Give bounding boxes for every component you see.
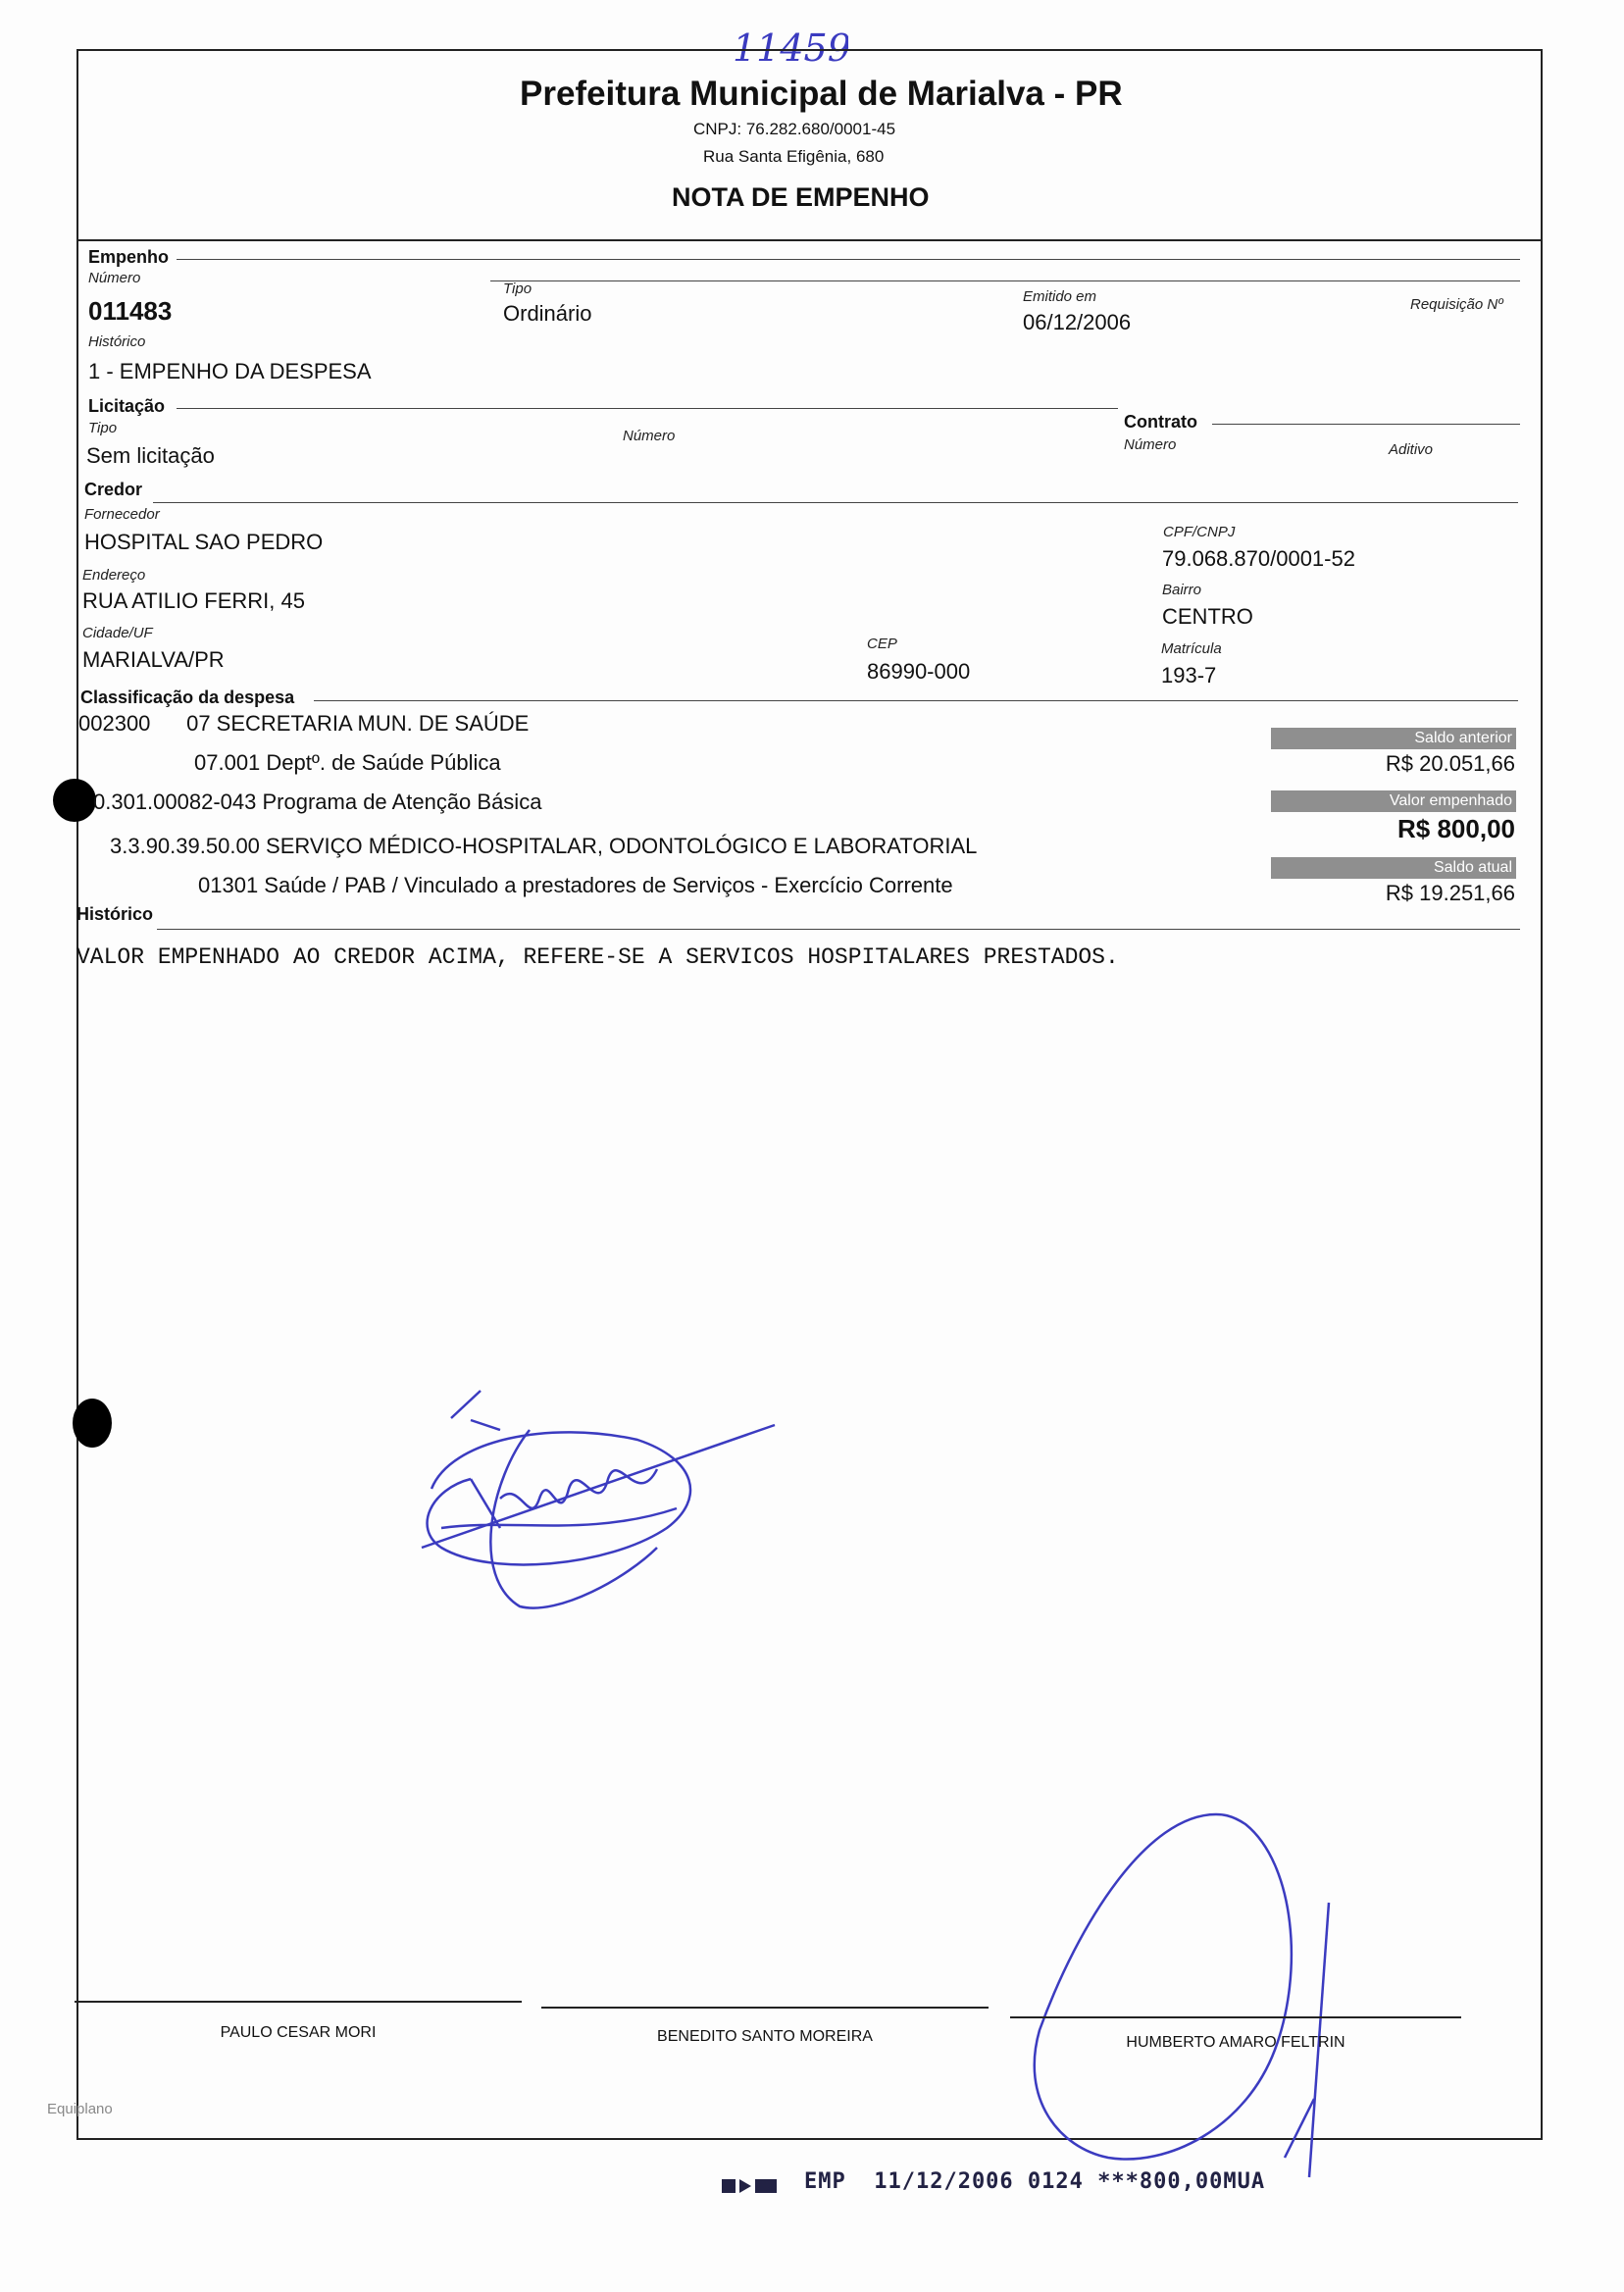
saldo-atual-label: Saldo atual: [1271, 857, 1516, 879]
header-divider: [76, 239, 1541, 241]
section-empenho: Empenho: [88, 247, 170, 267]
emitido-label: Emitido em: [1023, 288, 1097, 305]
signature-scribble: [412, 1381, 785, 1621]
bairro-label: Bairro: [1162, 582, 1202, 598]
emitido-date: 06/12/2006: [1023, 310, 1132, 334]
cep-label: CEP: [867, 636, 897, 652]
matricula-value: 193-7: [1161, 663, 1217, 688]
contrato-numero-label: Número: [1124, 436, 1177, 453]
licitacao-tipo: Sem licitação: [86, 443, 215, 468]
signatory-2: BENEDITO SANTO MOREIRA: [657, 2028, 873, 2045]
cidade-label: Cidade/UF: [82, 625, 153, 641]
saldo-anterior-value: R$ 20.051,66: [1385, 751, 1515, 776]
endereco-label: Endereço: [82, 567, 146, 584]
empenho-numero: 011483: [88, 296, 173, 326]
classificacao-line-1: 002300 07 SECRETARIA MUN. DE SAÚDE: [78, 711, 530, 736]
saldo-anterior-label: Saldo anterior: [1271, 728, 1516, 749]
historico-text: VALOR EMPENHADO AO CREDOR ACIMA, REFERE-SE A SERVICOS HOSPITALARES PRESTADOS.: [76, 944, 1119, 970]
empenho-historico: 1 - EMPENHO DA DESPESA: [88, 359, 372, 383]
punch-hole: [53, 779, 96, 822]
cpf-label: CPF/CNPJ: [1163, 524, 1236, 540]
punch-hole-lower: [73, 1399, 112, 1448]
fornecedor-name: HOSPITAL SAO PEDRO: [84, 530, 324, 554]
section-classificacao: Classificação da despesa: [80, 688, 295, 707]
cpf-value: 79.068.870/0001-52: [1162, 546, 1355, 571]
empenho-numero-label: Número: [88, 270, 141, 286]
matricula-label: Matrícula: [1161, 640, 1222, 657]
svg-text:11459: 11459: [733, 26, 848, 70]
endereco-value: RUA ATILIO FERRI, 45: [82, 588, 305, 613]
section-credor: Credor: [84, 480, 143, 499]
header-cnpj: CNPJ: 76.282.680/0001-45: [693, 120, 896, 138]
signatory-1: PAULO CESAR MORI: [220, 2024, 377, 2041]
empenho-tipo-label: Tipo: [503, 280, 533, 297]
footer-brand: Equiplano: [47, 2101, 113, 2117]
valor-empenhado-value: R$ 800,00: [1397, 814, 1515, 843]
signatory-3: HUMBERTO AMARO FELTRIN: [1126, 2034, 1345, 2051]
classificacao-line-5: 01301 Saúde / PAB / Vinculado a prestadores de Serviços - Exercício Corrente: [198, 873, 953, 897]
section-historico: Histórico: [76, 904, 154, 924]
saldo-atual-value: R$ 19.251,66: [1385, 881, 1515, 905]
classificacao-line-3: 0.301.00082-043 Programa de Atenção Básica: [93, 789, 542, 814]
cep-value: 86990-000: [867, 659, 971, 684]
stamp-logo-icon: [722, 2175, 781, 2202]
document-title: NOTA DE EMPENHO: [672, 182, 930, 212]
header-address: Rua Santa Efigênia, 680: [703, 147, 885, 166]
requisicao-label: Requisição Nº: [1410, 296, 1503, 313]
contrato-aditivo-label: Aditivo: [1389, 441, 1434, 458]
empenho-tipo: Ordinário: [503, 301, 592, 326]
classificacao-line-2: 07.001 Deptº. de Saúde Pública: [194, 750, 501, 775]
cidade-value: MARIALVA/PR: [82, 647, 225, 672]
payment-stamp: EMP 11/12/2006 0124 ***800,00MUA: [804, 2169, 1266, 2194]
section-contrato: Contrato: [1124, 412, 1197, 432]
page-title: Prefeitura Municipal de Marialva - PR: [520, 75, 1123, 113]
valor-empenhado-label: Valor empenhado: [1271, 790, 1516, 812]
licitacao-numero-label: Número: [623, 428, 676, 444]
classificacao-line-4: 3.3.90.39.50.00 SERVIÇO MÉDICO-HOSPITALAR, ODONTOLÓGICO E LABORATORIAL: [110, 834, 978, 858]
signature-loop: [1020, 1805, 1344, 2202]
empenho-historico-label: Histórico: [88, 333, 146, 350]
section-licitacao: Licitação: [88, 396, 166, 416]
licitacao-tipo-label: Tipo: [88, 420, 118, 436]
bairro-value: CENTRO: [1162, 604, 1253, 629]
fornecedor-label: Fornecedor: [84, 506, 160, 523]
